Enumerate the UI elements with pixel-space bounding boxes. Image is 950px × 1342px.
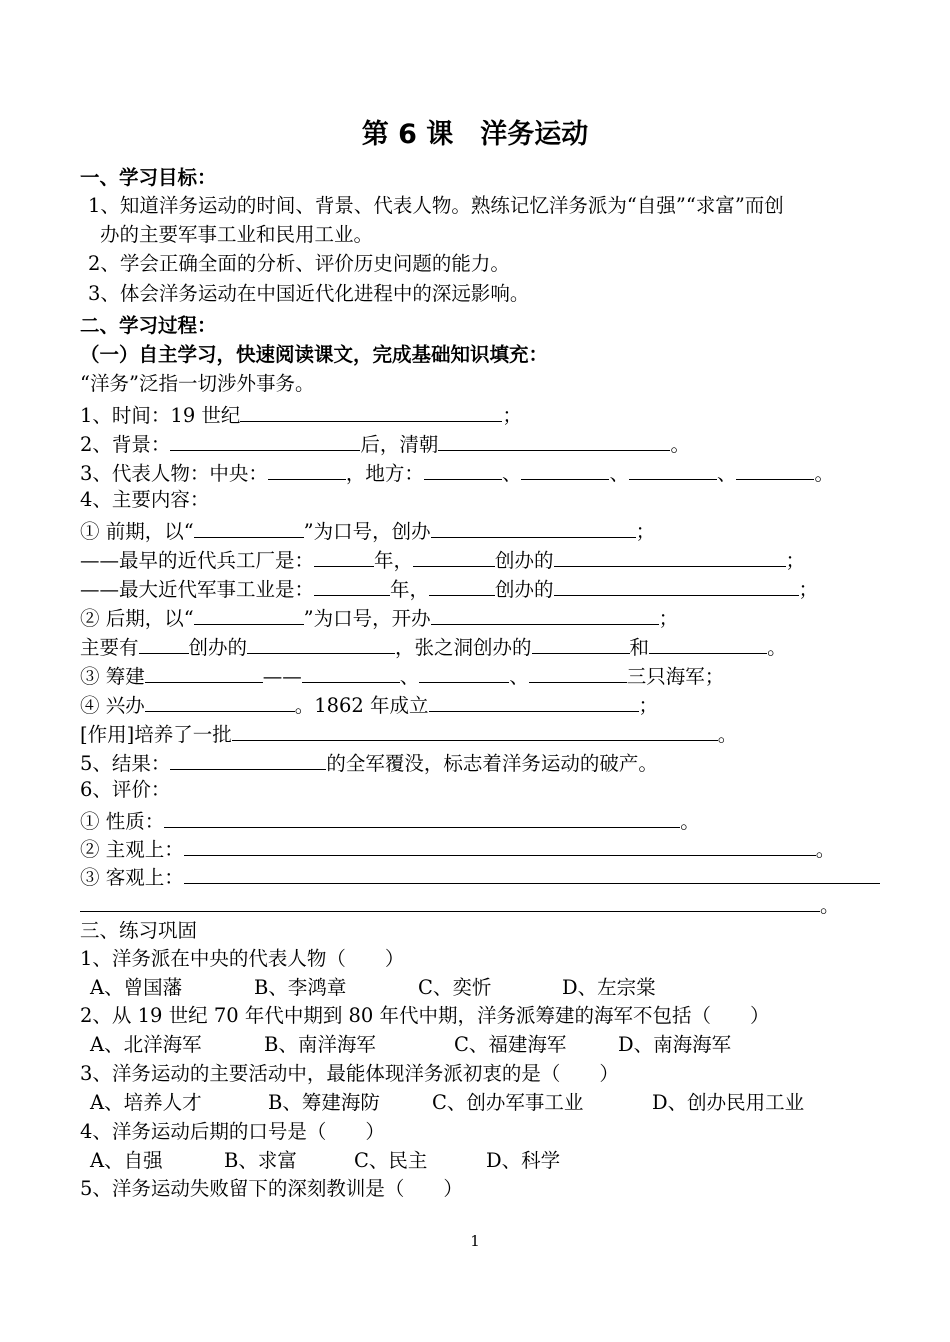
- fill-text: ——: [262, 665, 302, 688]
- blank-field[interactable]: [194, 603, 304, 625]
- blank-field[interactable]: [240, 400, 502, 422]
- fill-label: ——最早的近代兵工厂是：: [80, 549, 315, 572]
- blank-field[interactable]: [170, 429, 360, 451]
- question-options: [90, 1032, 731, 1060]
- blank-field[interactable]: [529, 661, 627, 683]
- blank-field[interactable]: [164, 806, 680, 828]
- blank-field[interactable]: [554, 545, 786, 567]
- question-stem: 3、洋务运动的主要活动中，最能体现洋务派初衷的是（ ）: [80, 1062, 619, 1085]
- content-label: 4、主要内容：: [80, 488, 210, 511]
- blank-field[interactable]: [232, 719, 718, 741]
- fill-late: [80, 603, 678, 631]
- fill-navy: [80, 661, 724, 689]
- option-c[interactable]: C、创办军事工业: [432, 1091, 584, 1114]
- option-b[interactable]: B、筹建海防: [268, 1091, 380, 1114]
- option-c[interactable]: C、奕忻: [418, 976, 492, 999]
- punct: 。: [717, 723, 738, 746]
- punct: ；: [638, 694, 659, 717]
- option-a[interactable]: A、培养人才: [90, 1091, 202, 1114]
- option-a[interactable]: A、北洋海军: [90, 1033, 202, 1056]
- fill-label: 主要有: [80, 636, 139, 659]
- fill-result: [80, 748, 658, 776]
- fill-text: 创办的: [495, 578, 554, 601]
- option-c[interactable]: C、福建海军: [454, 1033, 567, 1056]
- option-b[interactable]: B、南洋海军: [264, 1033, 376, 1056]
- question-stem: 4、洋务运动后期的口号是（ ）: [80, 1120, 385, 1143]
- punct: 、: [501, 462, 522, 485]
- fill-subjective: [80, 834, 835, 862]
- fill-objective: [80, 862, 880, 890]
- fill-background: [80, 429, 690, 457]
- fill-text: 年，: [390, 578, 430, 601]
- blank-field[interactable]: [629, 458, 717, 480]
- fill-text: 的全军覆没，标志着洋务运动的破产。: [326, 752, 658, 775]
- punct: 。: [820, 894, 840, 917]
- question-options: [90, 975, 656, 1003]
- option-a[interactable]: A、曾国藩: [90, 976, 183, 999]
- punct: 。: [815, 838, 836, 861]
- fill-label: ③ 客观上：: [80, 866, 184, 889]
- question-options: [90, 1090, 804, 1118]
- option-b[interactable]: B、李鸿章: [254, 976, 347, 999]
- blank-field[interactable]: [554, 574, 799, 596]
- blank-field[interactable]: [429, 690, 639, 712]
- option-d[interactable]: D、南海海军: [618, 1033, 732, 1056]
- fill-text: ”为口号，开办: [303, 607, 431, 630]
- fill-schools: [80, 690, 658, 718]
- punct: 。: [670, 433, 690, 456]
- fill-label: ④ 兴办: [80, 694, 145, 717]
- option-b[interactable]: B、求富: [224, 1149, 297, 1172]
- fill-objective-cont: [80, 890, 840, 918]
- blank-field[interactable]: [431, 603, 659, 625]
- fill-text: 年，: [374, 549, 414, 572]
- fill-text: ”为口号，创办: [303, 520, 431, 543]
- goal-1: 1、知道洋务运动的时间、背景、代表人物。熟练记忆洋务派为“自强”“求富”而创: [88, 194, 784, 217]
- blank-field[interactable]: [268, 458, 346, 480]
- blank-field[interactable]: [431, 516, 636, 538]
- blank-field[interactable]: [184, 834, 816, 856]
- question-stem: 2、从 19 世纪 70 年代中期到 80 年代中期，洋务派筹建的海军不包括（ ）: [80, 1004, 770, 1027]
- punct: ；: [785, 549, 806, 572]
- question-stem: 1、洋务派在中央的代表人物（ ）: [80, 947, 405, 970]
- fill-text: 创办的: [188, 636, 248, 659]
- blank-field[interactable]: [429, 574, 495, 596]
- fill-label: ① 性质：: [80, 810, 165, 833]
- punct: 、: [509, 665, 529, 688]
- fill-nature: [80, 806, 700, 834]
- fill-label: ③ 筹建: [80, 665, 145, 688]
- option-d[interactable]: D、科学: [486, 1149, 561, 1172]
- blank-field[interactable]: [170, 748, 326, 770]
- punct: 。: [767, 636, 787, 659]
- blank-field[interactable]: [521, 458, 609, 480]
- fill-main-civil: [80, 632, 787, 660]
- punct: 、: [716, 462, 737, 485]
- option-d[interactable]: D、创办民用工业: [652, 1091, 805, 1114]
- fill-label: ② 后期，以“: [80, 607, 194, 630]
- question-stem: 5、洋务运动失败留下的深刻教训是（ ）: [80, 1177, 463, 1200]
- intro-text: “洋务”泛指一切涉外事务。: [80, 372, 315, 395]
- punct: 、: [399, 665, 420, 688]
- fill-text: 创办的: [495, 549, 554, 572]
- fill-label: 5、结果：: [80, 752, 171, 775]
- blank-field[interactable]: [419, 661, 509, 683]
- punct: ；: [658, 607, 679, 630]
- fill-label: [作用]培养了一批: [80, 723, 232, 746]
- fill-text: ，张之洞创办的: [395, 636, 532, 659]
- punct: ；: [798, 578, 819, 601]
- punct: ；: [635, 520, 656, 543]
- fill-text: 后，清朝: [360, 433, 439, 456]
- blank-field[interactable]: [80, 890, 820, 912]
- blank-field[interactable]: [532, 632, 630, 654]
- fill-text: 三只海军；: [626, 665, 725, 688]
- blank-field[interactable]: [194, 516, 304, 538]
- fill-label: 2、背景：: [80, 433, 171, 456]
- process-heading: 二、学习过程：: [80, 314, 217, 337]
- fill-label: 1、时间：19 世纪: [80, 404, 241, 427]
- blank-field[interactable]: [314, 545, 374, 567]
- self-study-heading: （一）自主学习，快速阅读课文，完成基础知识填充：: [80, 343, 549, 366]
- goal-2: 2、学会正确全面的分析、评价历史问题的能力。: [88, 252, 510, 275]
- blank-field[interactable]: [145, 690, 295, 712]
- blank-field[interactable]: [438, 429, 670, 451]
- punct: 、: [609, 462, 629, 485]
- page-title: 第 6 课 洋务运动: [361, 119, 589, 150]
- page-number: 1: [470, 1232, 480, 1250]
- fill-label: ② 主观上：: [80, 838, 184, 861]
- fill-text: 和: [629, 636, 650, 659]
- fill-effect: [80, 719, 737, 747]
- punct: 。: [680, 810, 700, 833]
- punct: ；: [502, 404, 522, 427]
- practice-heading: 三、练习巩固: [80, 919, 198, 942]
- blank-field[interactable]: [184, 862, 880, 884]
- goal-3: 3、体会洋务运动在中国近代化进程中的深远影响。: [88, 282, 530, 305]
- question-options: [90, 1148, 560, 1176]
- fill-text: ，地方：: [345, 462, 424, 485]
- option-c[interactable]: C、民主: [354, 1149, 428, 1172]
- blank-field[interactable]: [145, 661, 263, 683]
- goals-heading: 一、学习目标：: [80, 166, 217, 189]
- fill-label: 3、代表人物：中央：: [80, 462, 268, 485]
- blank-field[interactable]: [302, 661, 400, 683]
- fill-earliest-arsenal: [80, 545, 805, 573]
- fill-largest-industry: [80, 574, 818, 602]
- blank-field[interactable]: [139, 632, 189, 654]
- fill-text: 。1862 年成立: [294, 694, 429, 717]
- punct: 。: [814, 462, 834, 485]
- blank-field[interactable]: [247, 632, 395, 654]
- goal-1-cont: 办的主要军事工业和民用工业。: [100, 223, 374, 246]
- fill-early: [80, 516, 655, 544]
- option-a[interactable]: A、自强: [90, 1149, 163, 1172]
- fill-label: ① 前期，以“: [80, 520, 194, 543]
- fill-time: [80, 400, 522, 428]
- blank-field[interactable]: [736, 458, 814, 480]
- blank-field[interactable]: [424, 458, 502, 480]
- option-d[interactable]: D、左宗棠: [562, 976, 656, 999]
- fill-figures: [80, 458, 834, 486]
- blank-field[interactable]: [413, 545, 495, 567]
- blank-field[interactable]: [314, 574, 390, 596]
- eval-label: 6、评价：: [80, 778, 171, 801]
- fill-label: ——最大近代军事工业是：: [80, 578, 315, 601]
- blank-field[interactable]: [649, 632, 767, 654]
